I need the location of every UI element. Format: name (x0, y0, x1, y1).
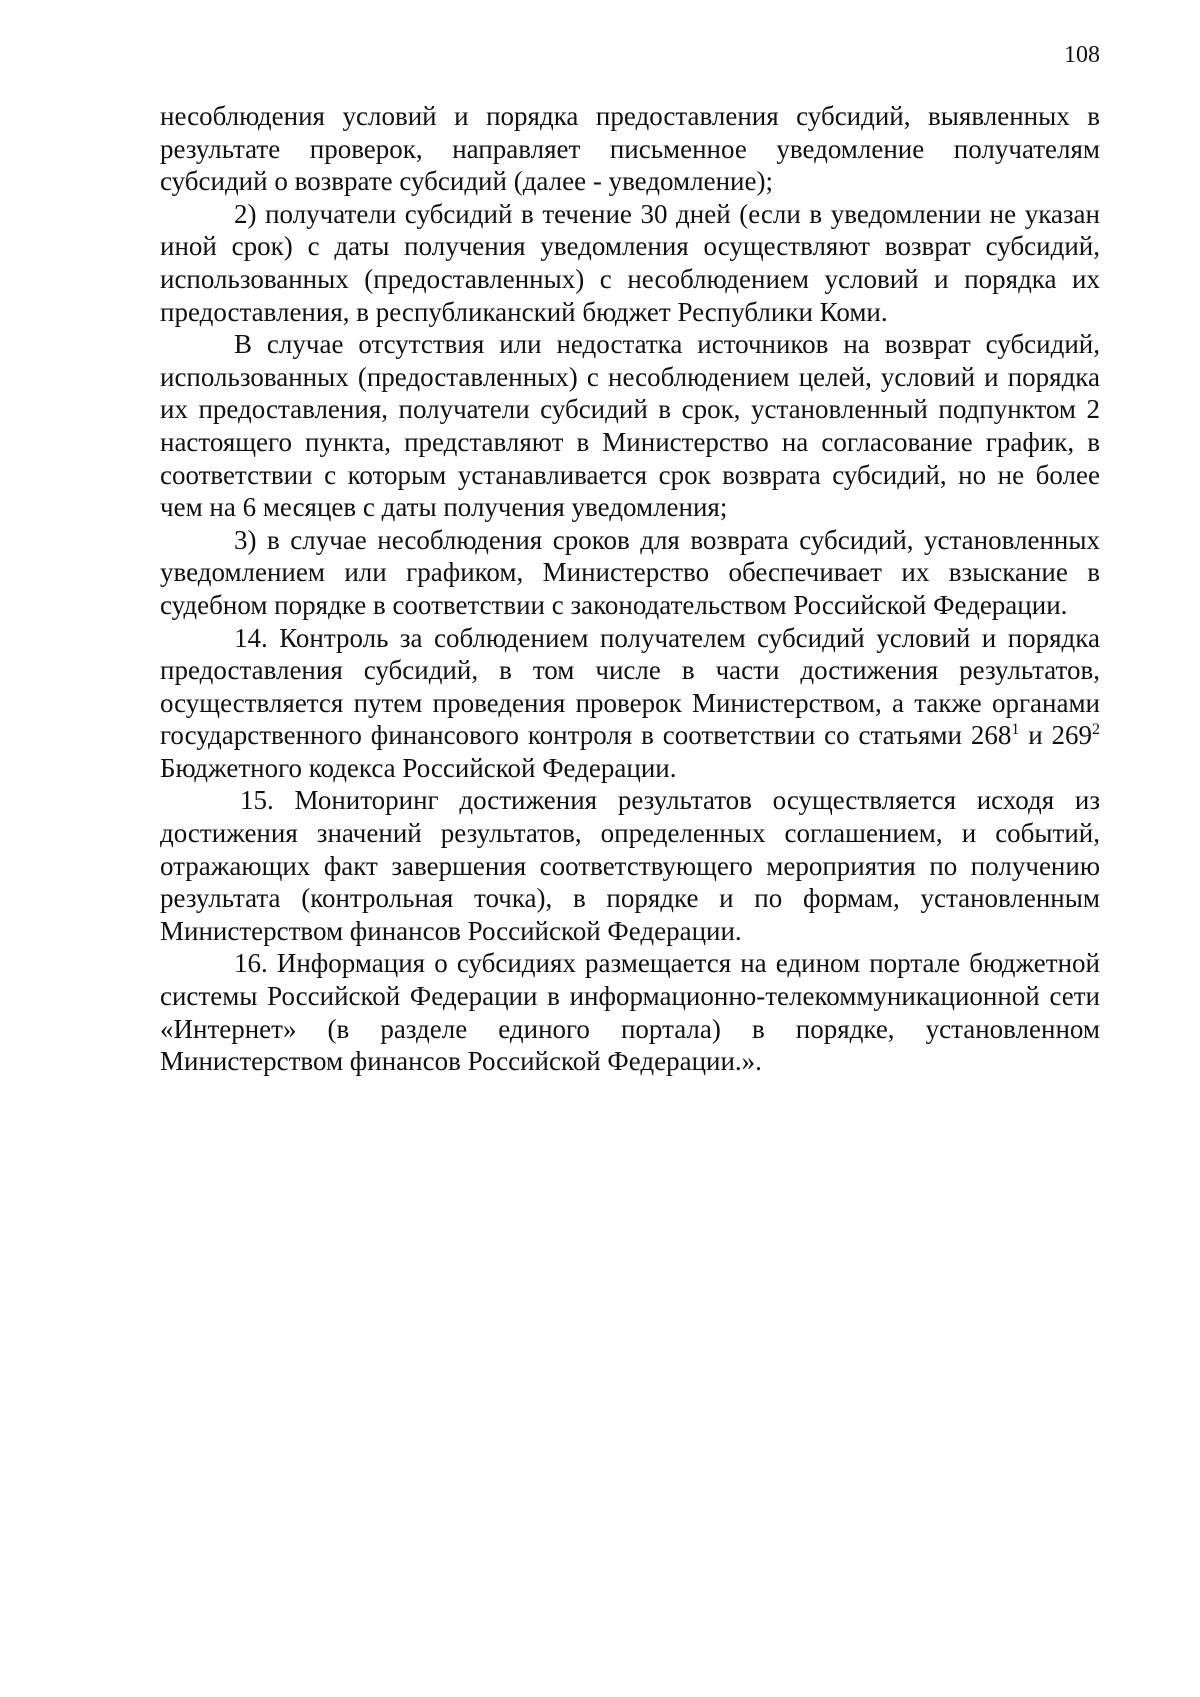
item-14-text-a: 14. Контроль за соблюдением получателем субсидий условий и порядка предоставления субсидий, в том числе в части достижения результатов, осуществляется путем проведения проверок Министерством, а также органами государственного финансового контроля в соответствии со статьями 268 (160, 622, 1100, 751)
item-14-superscript-a: 1 (1011, 721, 1020, 739)
paragraph-subitem-2: 2) получатели субсидий в течение 30 дней (если в уведомлении не указан иной срок) с даты получения уведомления осуществляют возврат субсидий, использованных (предоставленных) с несоблюдением условий и порядка их предоставления, в республиканский бюджет Республики Коми. (160, 198, 1100, 327)
paragraph-continuation: несоблюдения условий и порядка предоставления субсидий, выявленных в результате проверок, направляет письменное уведомление получателям субсидий о возврате субсидий (далее - уведомление); (160, 101, 1100, 197)
item-14-text-b: и 269 (1019, 720, 1093, 751)
paragraph-repayment-schedule: В случае отсутствия или недостатка источников на возврат субсидий, использованных (предоставленных) с несоблюдением целей, условий и порядка их предоставления, получатели субсидий в срок, установленный подпунктом 2 настоящего пункта, представляют в Министерство на согласование график, в соответствии с которым устанавливается срок возврата субсидий, но не более чем на 6 месяцев с даты получения уведомления; (160, 329, 1100, 523)
paragraph-item-16: 16. Информация о субсидиях размещается на едином портале бюджетной системы Российской Федерации в информационно-телекоммуникационной сети «Интернет» (в разделе единого портала) в порядке, установленном Министерством финансов Российской Федерации.». (160, 948, 1100, 1077)
page-number: 108 (1064, 42, 1100, 68)
item-14-text-c: Бюджетного кодекса Российской Федерации. (160, 752, 677, 783)
paragraph-item-14 (160, 622, 1100, 785)
document-body (160, 100, 1100, 1078)
item-14-superscript-b: 2 (1092, 721, 1101, 739)
paragraph-subitem-3: 3) в случае несоблюдения сроков для возврата субсидий, установленных уведомлением или графиком, Министерство обеспечивает их взыскание в судебном порядке в соответствии с законодательством Российской Федерации. (160, 524, 1100, 620)
paragraph-item-15: 15. Мониторинг достижения результатов осуществляется исходя из достижения значений результатов, определенных соглашением, и событий, отражающих факт завершения соответствующего мероприятия по получению результата (контрольная точка), в порядке и по формам, установленным Министерством финансов Российской Федерации. (160, 785, 1100, 946)
